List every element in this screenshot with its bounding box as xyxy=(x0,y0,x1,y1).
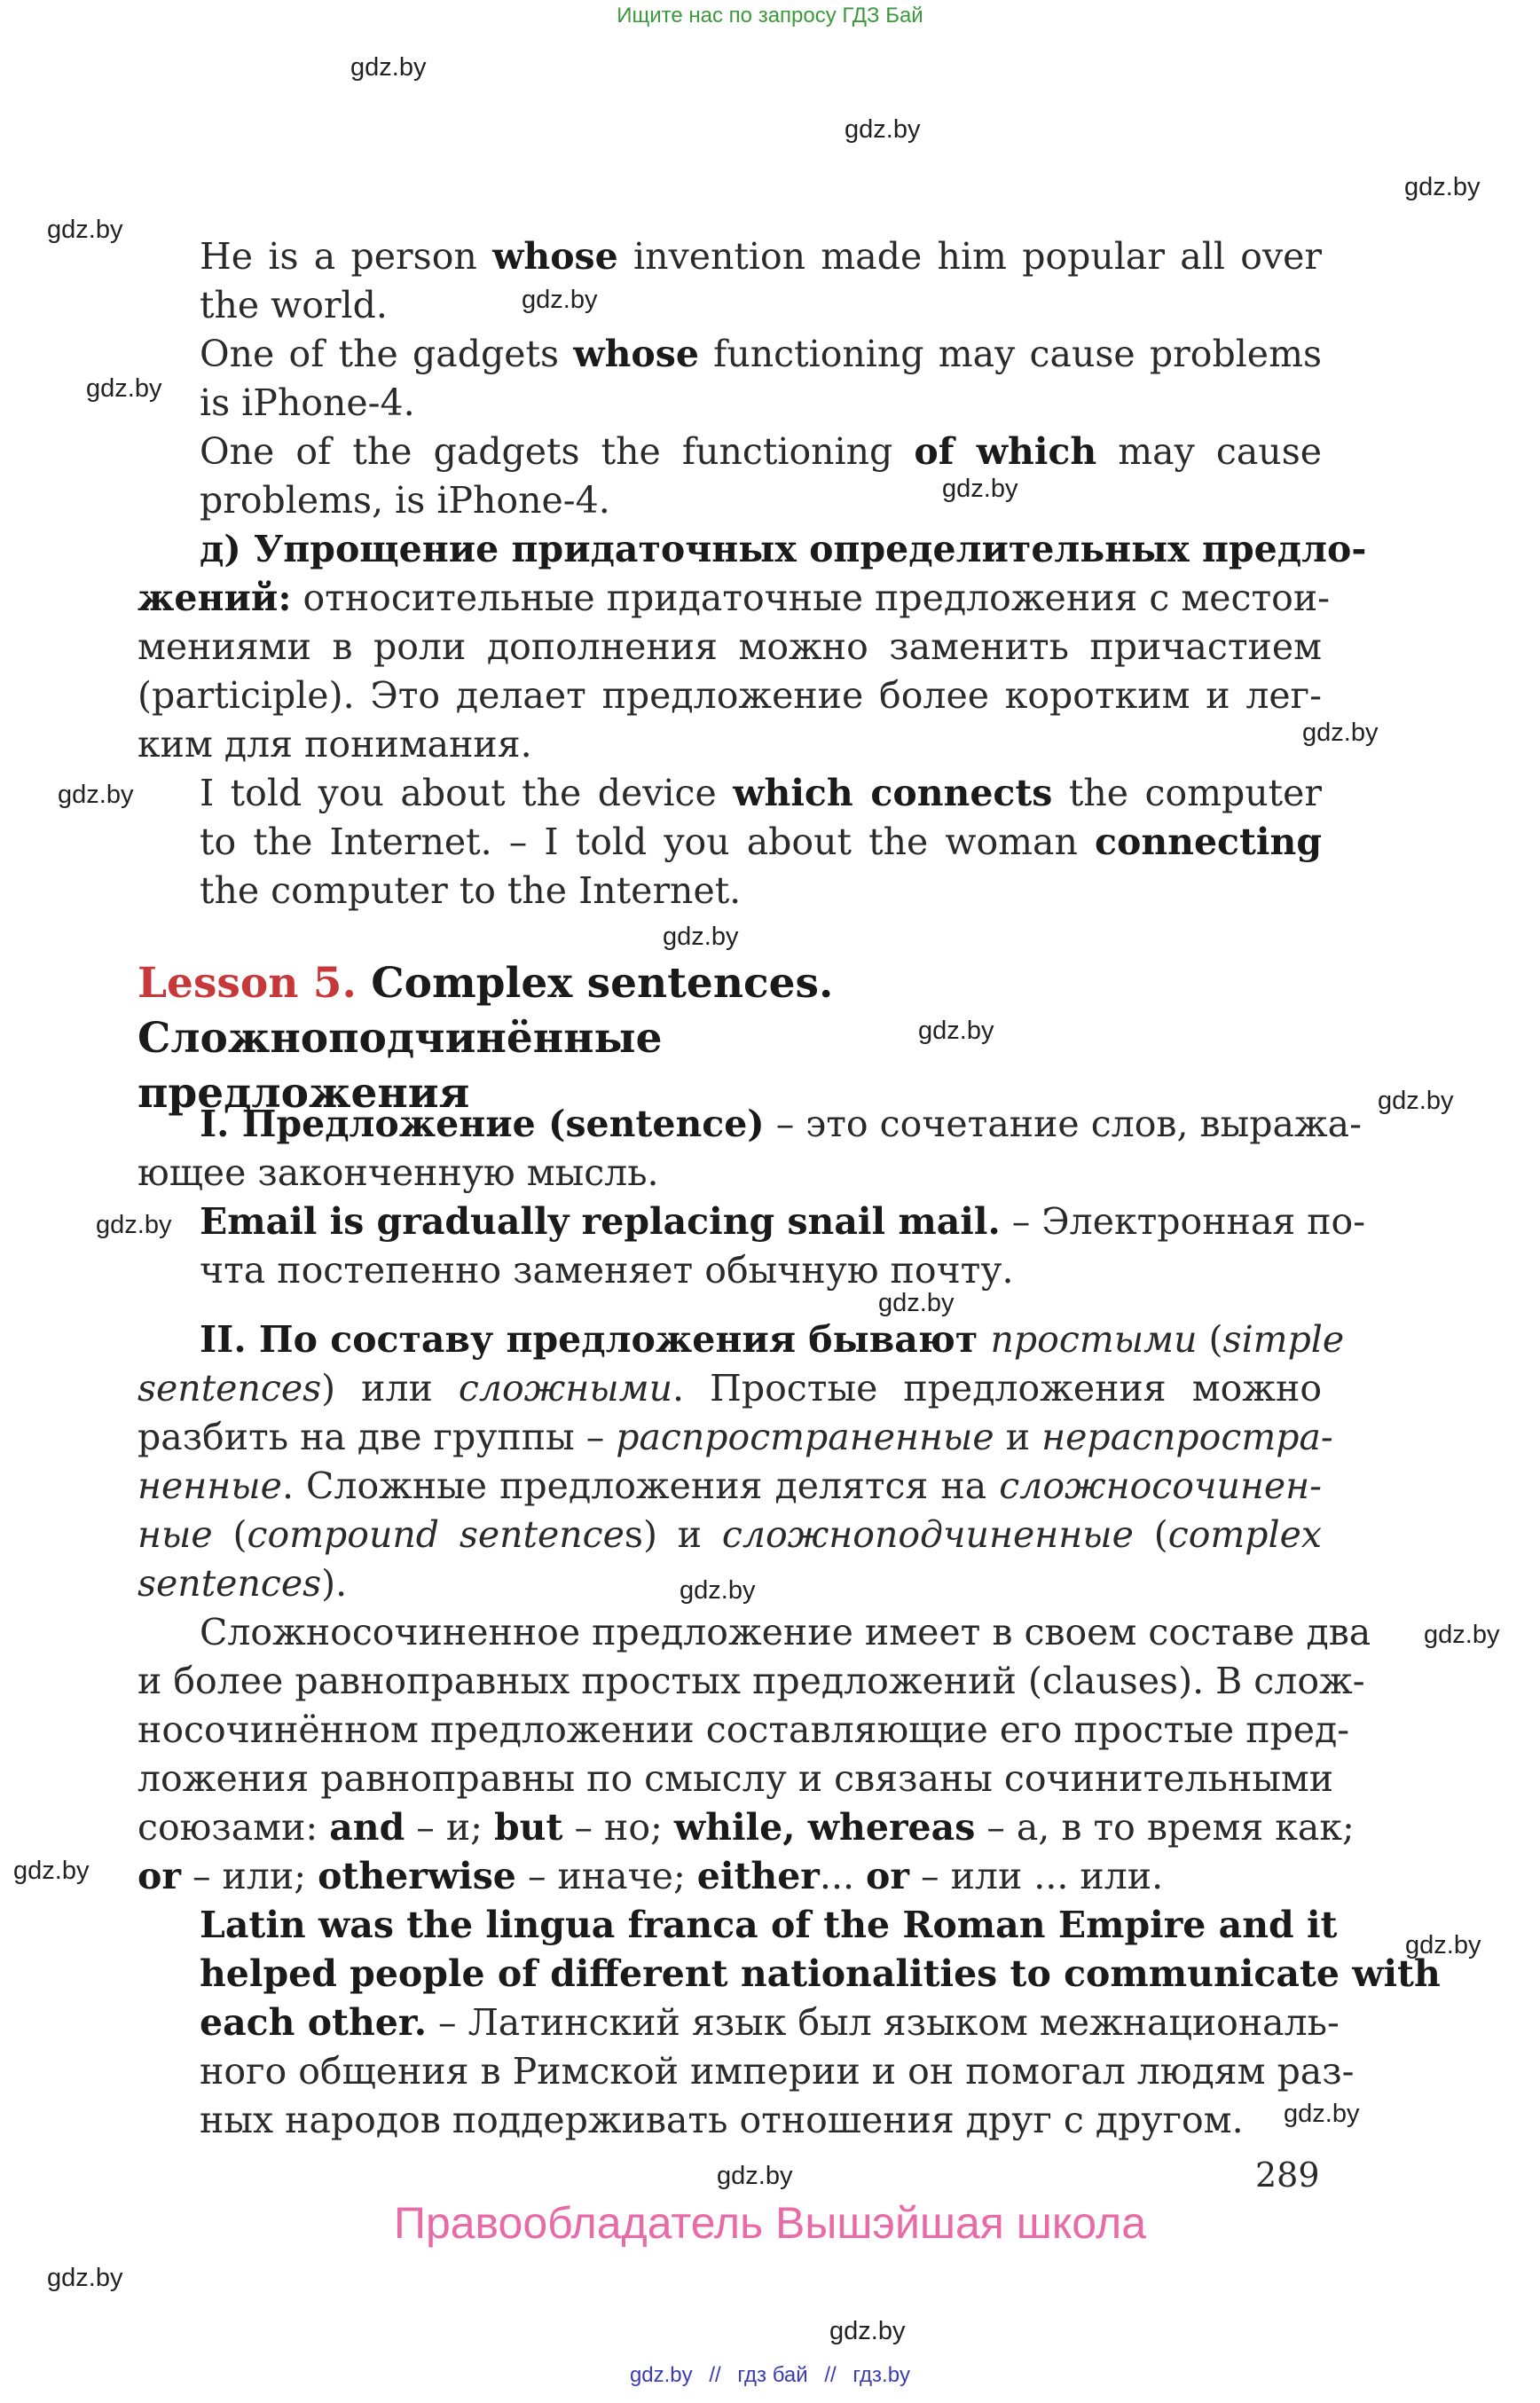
lesson-title-line2: предложения xyxy=(138,1069,470,1118)
watermark: gdz.by xyxy=(845,115,921,144)
bottom-link-gdz-bai[interactable]: гдз бай xyxy=(737,2363,808,2387)
watermark: gdz.by xyxy=(717,2162,793,2190)
text-line: helped people of different nationalities to communicate with xyxy=(200,1952,1441,1995)
text-line: ющее законченную мысль. xyxy=(138,1151,659,1194)
text-line: ного общения в Римской империи и он помогал людям раз- xyxy=(200,2050,1355,2093)
text-line: ные (compound sentences) и сложноподчиненные (complex xyxy=(138,1513,1323,1556)
lesson-heading xyxy=(138,956,1326,1121)
text-line: и более равноправных простых предложений (clauses). В слож- xyxy=(138,1660,1365,1702)
text-line: чта постепенно заменяет обычную почту. xyxy=(200,1249,1014,1292)
text-line: ложения равноправны по смыслу и связаны сочинительными xyxy=(138,1757,1334,1800)
text-line: sentences). xyxy=(138,1562,348,1605)
text-line: ким для понимания. xyxy=(138,723,532,766)
watermark: gdz.by xyxy=(47,2264,123,2292)
text-line: sentences) или сложными. Простые предложения можно xyxy=(138,1367,1323,1410)
text-line: the world. xyxy=(200,284,388,326)
watermark: gdz.by xyxy=(96,1211,172,1239)
text-line: Latin was the lingua franca of the Roman Empire and it xyxy=(200,1904,1338,1946)
watermark: gdz.by xyxy=(1405,1931,1481,1959)
watermark: gdz.by xyxy=(86,374,162,403)
bottom-separator: // xyxy=(824,2363,837,2387)
watermark: gdz.by xyxy=(829,2317,906,2345)
text-line: ных народов поддерживать отношения друг с другом. xyxy=(200,2099,1244,2141)
watermark: gdz.by xyxy=(918,1017,994,1045)
text-line: problems, is iPhone-4. xyxy=(200,479,610,522)
text-line: носочинённом предложении составляющие его простые пред- xyxy=(138,1708,1350,1751)
watermark: gdz.by xyxy=(58,781,134,809)
text-line: One of the gadgets whose functioning may cause problems xyxy=(200,333,1322,375)
text-line: He is a person whose invention made him popular all over xyxy=(200,235,1322,278)
bottom-link-gdz-ru[interactable]: гдз.by xyxy=(852,2363,911,2387)
text-line: I told you about the device which connects the computer xyxy=(200,772,1322,814)
watermark: gdz.by xyxy=(1424,1621,1500,1649)
text-line: мениями в роли дополнения можно заменить причастием xyxy=(138,625,1322,668)
text-line: to the Internet. – I told you about the woman connecting xyxy=(200,821,1322,863)
text-line: жений: относительные придаточные предложения с местои- xyxy=(138,577,1331,619)
page-number: 289 xyxy=(1255,2156,1320,2195)
bottom-link-gdz[interactable]: gdz.by xyxy=(629,2363,693,2387)
text-line: One of the gadgets the functioning of which may cause xyxy=(200,430,1322,473)
text-line: II. По составу предложения бывают простыми (simple xyxy=(200,1318,1345,1361)
rights-holder: Правообладатель Вышэйшая школа xyxy=(394,2198,1146,2248)
watermark: gdz.by xyxy=(522,286,598,314)
watermark: gdz.by xyxy=(1404,173,1481,201)
bottom-separator: // xyxy=(709,2363,721,2387)
text-line: Сложносочиненное предложение имеет в своем составе два xyxy=(200,1611,1371,1653)
watermark: gdz.by xyxy=(350,53,427,82)
text-line: I. Предложение (sentence) – это сочетание слов, выража- xyxy=(200,1103,1362,1145)
bottom-links xyxy=(0,2363,1540,2388)
text-line: the computer to the Internet. xyxy=(200,869,742,912)
text-line: each other. – Латинский язык был языком межнациональ- xyxy=(200,2001,1340,2044)
lesson-title-line1: Complex sentences. Сложноподчинённые xyxy=(138,959,834,1063)
watermark: gdz.by xyxy=(47,216,123,244)
watermark: gdz.by xyxy=(942,475,1018,503)
text-line: д) Упрощение придаточных определительных предло- xyxy=(200,528,1367,570)
watermark: gdz.by xyxy=(680,1576,756,1605)
watermark: gdz.by xyxy=(1284,2100,1360,2128)
lesson-number: Lesson 5. xyxy=(138,959,357,1008)
text-line: ненные. Сложные предложения делятся на сложносочинен- xyxy=(138,1465,1322,1507)
text-line: союзами: and – и; but – но; while, whereas – а, в то время как; xyxy=(138,1806,1355,1849)
text-line: is iPhone-4. xyxy=(200,381,415,424)
text-line: (participle). Это делает предложение более коротким и лег- xyxy=(138,674,1322,717)
watermark: gdz.by xyxy=(1378,1087,1454,1115)
text-line: Email is gradually replacing snail mail. – Электронная по- xyxy=(200,1200,1366,1243)
top-banner[interactable]: Ищите нас по запросу ГДЗ Бай xyxy=(617,4,923,27)
watermark: gdz.by xyxy=(878,1289,955,1317)
text-line: разбить на две группы – распространенные и нераспростра- xyxy=(138,1416,1333,1458)
watermark: gdz.by xyxy=(663,923,739,951)
text-line: or – или; otherwise – иначе; either... or – или ... или. xyxy=(138,1855,1164,1897)
watermark: gdz.by xyxy=(1302,719,1379,747)
watermark: gdz.by xyxy=(13,1857,90,1885)
